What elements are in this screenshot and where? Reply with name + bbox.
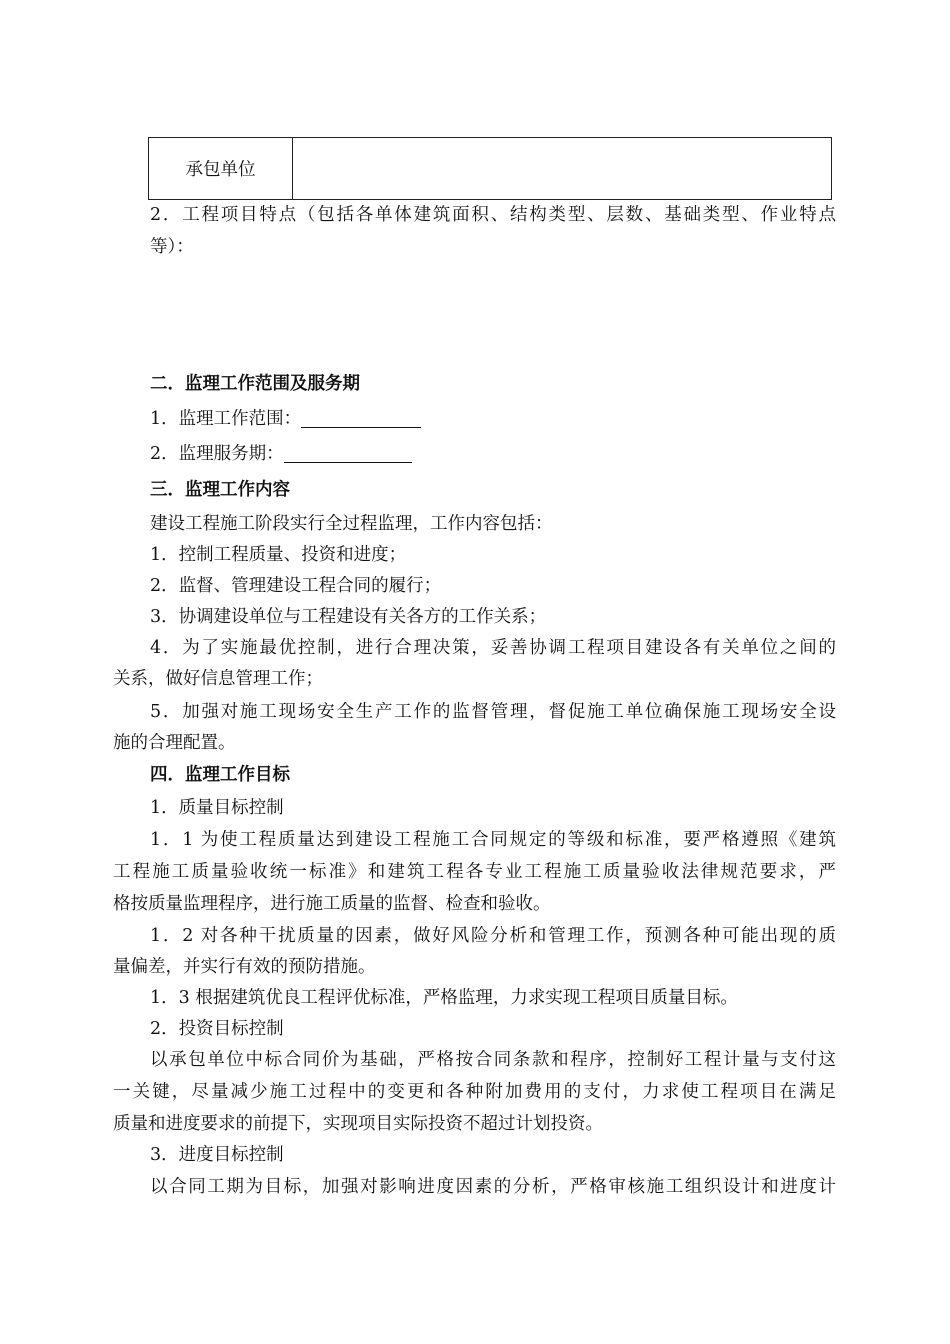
content-item-5-line1: 5．加强对施工现场安全生产工作的监督管理，督促施工单位确保施工现场安全设 xyxy=(150,702,836,722)
section-2-heading: 二．监理工作范围及服务期 xyxy=(150,374,360,394)
scope-item xyxy=(150,407,421,431)
quality-heading: 1．质量目标控制 xyxy=(150,798,284,818)
service-period-label: 2．监理服务期： xyxy=(150,444,284,464)
investment-line2: 一关键，尽量减少施工过程中的变更和各种附加费用的支付，力求使工程项目在满足 xyxy=(113,1082,836,1102)
quality-1-3: 1．3 根据建筑优良工程评优标准，严格监理，力求实现工程项目质量目标。 xyxy=(150,988,738,1008)
schedule-heading: 3．进度目标控制 xyxy=(150,1145,284,1165)
quality-1-2-line1: 1．2 对各种干扰质量的因素，做好风险分析和管理工作，预测各种可能出现的质 xyxy=(150,926,836,946)
content-item-1: 1．控制工程质量、投资和进度； xyxy=(150,545,407,565)
scope-label: 1．监理工作范围： xyxy=(150,409,302,429)
schedule-line1: 以合同工期为目标，加强对影响进度因素的分析，严格审核施工组织设计和进度计 xyxy=(150,1177,836,1197)
quality-1-1-line2: 工程施工质量验收统一标准》和建筑工程各专业工程施工质量验收法律规范要求，严 xyxy=(113,862,836,882)
content-item-2: 2．监督、管理建设工程合同的履行； xyxy=(150,576,442,596)
quality-1-2-line2: 量偏差，并实行有效的预防措施。 xyxy=(113,957,376,977)
content-intro: 建设工程施工阶段实行全过程监理，工作内容包括： xyxy=(150,514,553,534)
content-item-4-line2: 关系，做好信息管理工作； xyxy=(113,669,323,689)
investment-line1: 以承包单位中标合同价为基础，严格按合同条款和程序，控制好工程计量与支付这 xyxy=(150,1050,836,1070)
contractor-value xyxy=(293,138,831,199)
service-period-item xyxy=(150,442,412,466)
scope-blank xyxy=(301,409,421,428)
content-item-5-line2: 施的合理配置。 xyxy=(113,733,236,753)
section-4-heading: 四．监理工作目标 xyxy=(150,765,290,785)
quality-1-1-line1: 1．1 为使工程质量达到建设工程施工合同规定的等级和标准，要严格遵照《建筑 xyxy=(150,830,836,850)
contractor-table xyxy=(148,137,832,200)
content-item-4-line1: 4．为了实施最优控制，进行合理决策，妥善协调工程项目建设各有关单位之间的 xyxy=(150,638,836,658)
investment-line3: 质量和进度要求的前提下，实现项目实际投资不超过计划投资。 xyxy=(113,1114,603,1134)
contractor-label: 承包单位 xyxy=(149,138,293,199)
section-3-heading: 三．监理工作内容 xyxy=(150,480,290,500)
project-features-line2: 等）： xyxy=(150,237,194,257)
quality-1-1-line3: 格按质量监理程序，进行施工质量的监督、检查和验收。 xyxy=(113,894,551,914)
service-period-blank xyxy=(284,444,412,463)
project-features-line1: 2．工程项目特点（包括各单体建筑面积、结构类型、层数、基础类型、作业特点 xyxy=(150,205,836,225)
investment-heading: 2．投资目标控制 xyxy=(150,1019,284,1039)
content-item-3: 3．协调建设单位与工程建设有关各方的工作关系； xyxy=(150,607,547,627)
